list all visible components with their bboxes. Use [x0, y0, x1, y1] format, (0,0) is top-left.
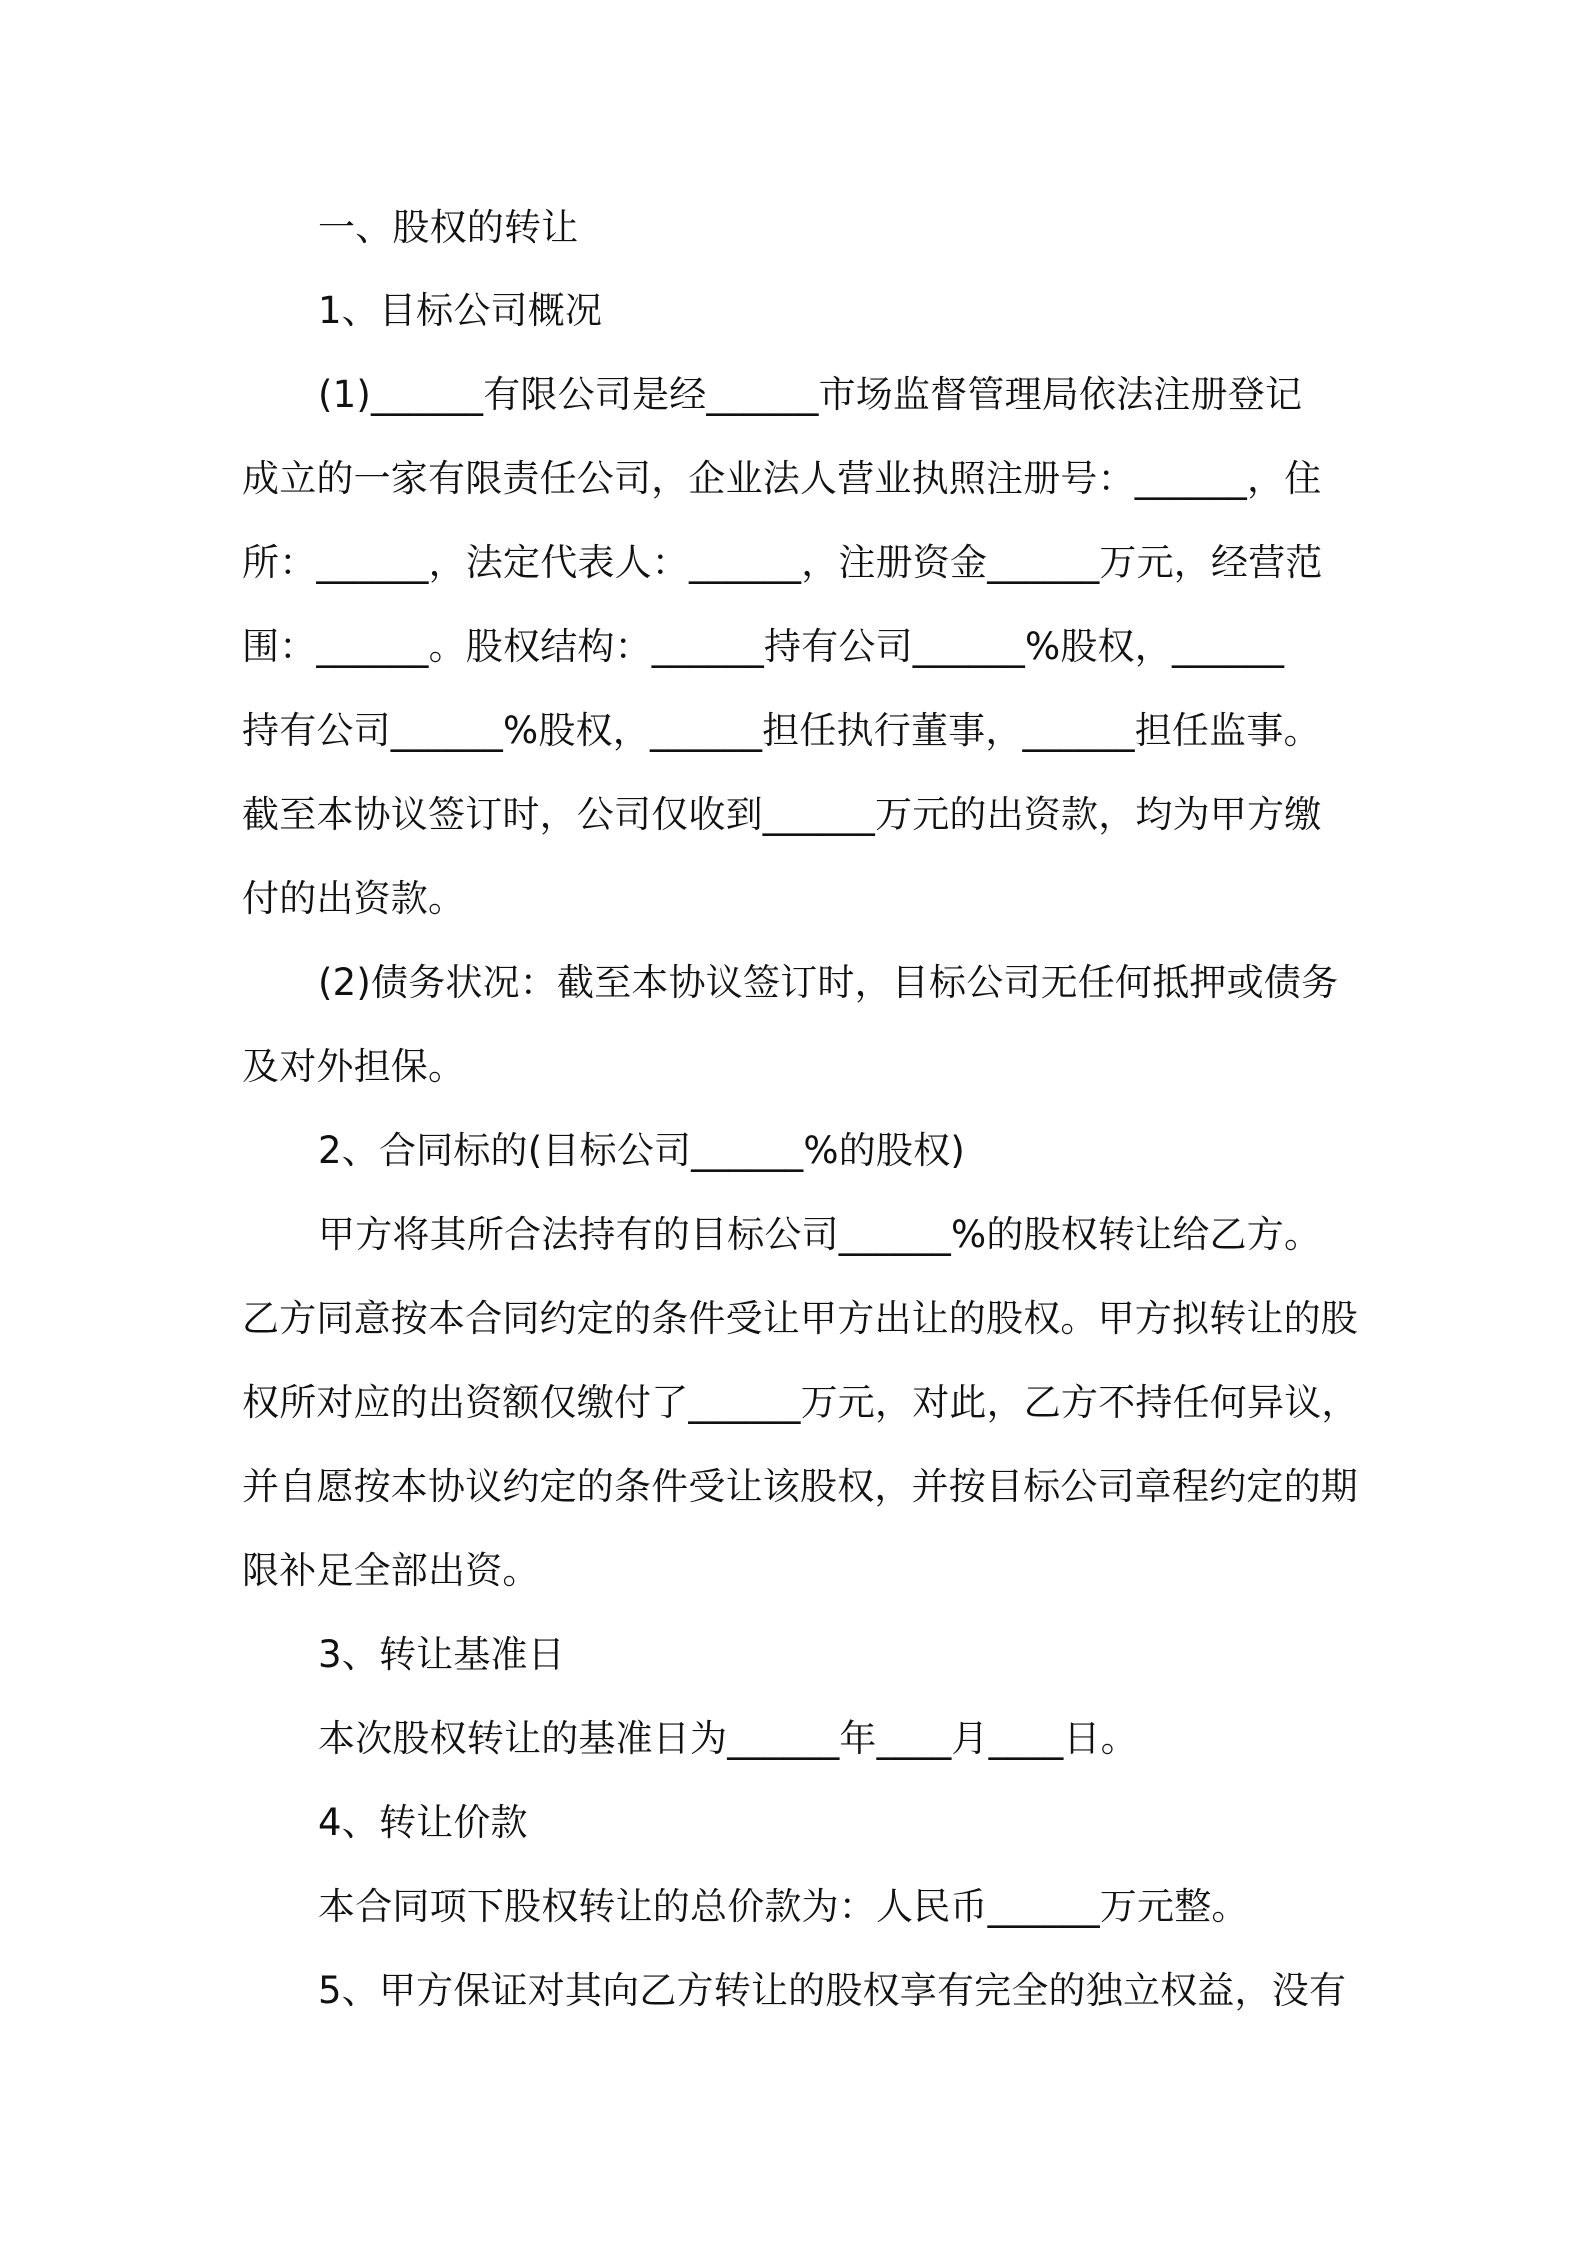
paragraph-line: 甲方将其所合法持有的目标公司______%的股权转让给乙方。 — [318, 1213, 1322, 1256]
subsection-heading: 3、转让基准日 — [318, 1633, 565, 1676]
paragraph-line: 持有公司______%股权，______担任执行董事，______担任监事。 — [242, 709, 1321, 752]
paragraph-line: 并自愿按本协议约定的条件受让该股权，并按目标公司章程约定的期 — [242, 1465, 1358, 1508]
paragraph-line: 及对外担保。 — [242, 1045, 466, 1088]
paragraph-line: 围：______。股权结构：______持有公司______%股权，______ — [242, 625, 1285, 668]
paragraph-line: 5、甲方保证对其向乙方转让的股权享有完全的独立权益，没有 — [318, 1969, 1347, 2012]
subsection-heading: 2、合同标的(目标公司______%的股权) — [318, 1129, 965, 1172]
paragraph-line: (2)债务状况：截至本协议签订时，目标公司无任何抵押或债务 — [318, 961, 1339, 1004]
paragraph-line: 限补足全部出资。 — [242, 1549, 540, 1592]
paragraph-line: 乙方同意按本合同约定的条件受让甲方出让的股权。甲方拟转让的股 — [242, 1297, 1358, 1340]
paragraph-line: 截至本协议签订时，公司仅收到______万元的出资款，均为甲方缴 — [242, 793, 1322, 836]
paragraph-line: 本次股权转让的基准日为______年____月____日。 — [318, 1717, 1138, 1760]
paragraph-line: 本合同项下股权转让的总价款为：人民币______万元整。 — [318, 1885, 1249, 1928]
paragraph-line: (1)______有限公司是经______市场监督管理局依法注册登记 — [318, 373, 1303, 416]
section-heading: 一、股权的转让 — [318, 206, 579, 249]
subsection-heading: 4、转让价款 — [318, 1801, 528, 1844]
paragraph-line: 权所对应的出资额仅缴付了______万元，对此，乙方不持任何异议， — [242, 1381, 1359, 1424]
paragraph-line: 所：______，法定代表人：______，注册资金______万元，经营范 — [242, 541, 1323, 584]
paragraph-line: 付的出资款。 — [242, 877, 466, 920]
subsection-heading: 1、目标公司概况 — [318, 289, 603, 332]
paragraph-line: 成立的一家有限责任公司，企业法人营业执照注册号：______，住 — [242, 457, 1322, 500]
